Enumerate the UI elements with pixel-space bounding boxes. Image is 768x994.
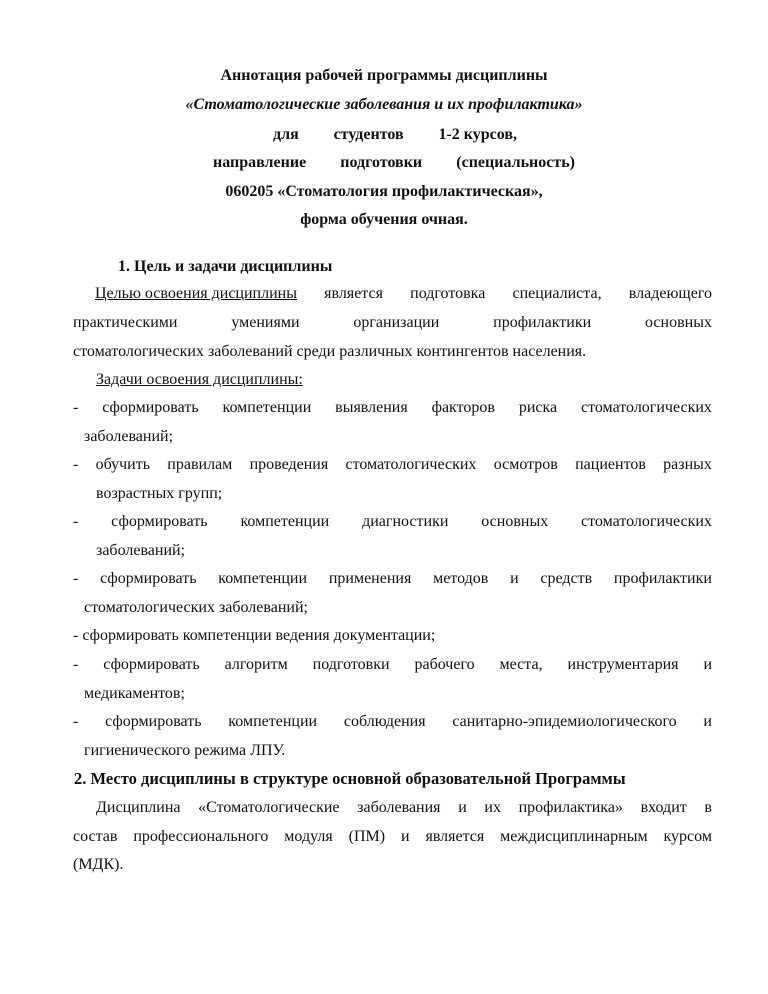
task-3-line-2: заболеваний; <box>96 542 186 559</box>
goal-line-1 <box>95 284 712 304</box>
word: обучить <box>95 456 151 473</box>
word: - <box>73 456 79 473</box>
word: подготовка <box>410 285 486 302</box>
word: проведения <box>249 456 329 473</box>
word: их <box>484 799 501 816</box>
word: компетенции <box>240 513 330 530</box>
task-1-line-1 <box>73 398 712 418</box>
specialty-line: 060205 «Стоматология профилактическая», <box>225 183 543 200</box>
word: инструментария <box>567 656 679 673</box>
word: входит <box>640 799 687 816</box>
word: компетенции <box>222 399 312 416</box>
word: основных <box>481 513 549 530</box>
task-6-line-1 <box>73 655 712 675</box>
section2-line-1 <box>96 798 712 818</box>
word: курсом <box>663 828 712 845</box>
word: рабочего <box>414 656 475 673</box>
word: соблюдения <box>343 713 426 730</box>
word: правилам <box>167 456 233 473</box>
word: сформировать <box>103 656 200 673</box>
task-6-line-2: медикаментов; <box>84 685 185 702</box>
word: риска <box>518 399 558 416</box>
word: направление <box>213 154 307 171</box>
word: профилактика» <box>518 799 623 816</box>
word: пациентов <box>575 456 646 473</box>
word: в <box>704 799 712 816</box>
word: профилактики <box>613 570 712 587</box>
word: - <box>73 399 79 416</box>
task-7-line-1 <box>73 712 712 732</box>
word: модуля <box>284 828 333 845</box>
word: подготовки <box>340 154 423 171</box>
students-line-words <box>273 125 517 145</box>
word: санитарно-эпидемиологического <box>452 713 677 730</box>
word: разных <box>663 456 712 473</box>
task-7-line-2: гигиенического режима ЛПУ. <box>84 742 286 759</box>
word: стоматологических <box>580 399 712 416</box>
annotation-title: Аннотация рабочей программы дисциплины <box>220 67 548 84</box>
word: является <box>425 828 485 845</box>
word: (ПМ) <box>348 828 386 845</box>
word: компетенции <box>218 570 308 587</box>
word: стоматологических <box>345 456 477 473</box>
study-form-line: форма обучения очная. <box>300 211 468 228</box>
word: Дисциплина <box>96 799 181 816</box>
word: 1-2 курсов, <box>438 126 517 143</box>
task-3-line-1 <box>73 512 712 532</box>
task-5-line-1: - сформировать компетенции ведения документации; <box>73 627 436 644</box>
section2-title: 2. Место дисциплины в структуре основной образовательной Программы <box>74 769 626 788</box>
word: стоматологических <box>581 513 712 530</box>
word: студентов <box>333 126 404 143</box>
task-4-line-1 <box>73 569 712 589</box>
task-2-line-2: возрастных групп; <box>96 485 223 502</box>
word: - <box>73 713 79 730</box>
section2-line-3: (МДК). <box>73 856 124 873</box>
task-1-line-2: заболеваний; <box>84 428 174 445</box>
word: практическими <box>73 314 178 331</box>
word: - <box>73 656 79 673</box>
word: и <box>703 656 712 673</box>
word: и <box>703 713 712 730</box>
word: диагностики <box>362 513 449 530</box>
word: сформировать <box>105 713 202 730</box>
word: междисциплинарным <box>500 828 648 845</box>
word: выявления <box>335 399 408 416</box>
word: - <box>73 513 79 530</box>
task-4-line-2: стоматологических заболеваний; <box>84 599 308 616</box>
word: места, <box>499 656 543 673</box>
direction-line-words <box>213 153 575 173</box>
word: осмотров <box>493 456 558 473</box>
word: и <box>400 828 410 845</box>
word: организации <box>353 314 440 331</box>
students-line <box>273 125 517 145</box>
word: применения <box>328 570 412 587</box>
word: и <box>458 799 467 816</box>
word: и <box>510 570 519 587</box>
word: является <box>324 285 383 302</box>
word: умениями <box>231 314 300 331</box>
word: специалиста, <box>512 285 602 302</box>
word: заболевания <box>357 799 441 816</box>
goal-underlined: Целью освоения дисциплины <box>95 285 297 302</box>
word: профилактики <box>493 314 592 331</box>
word: алгоритм <box>224 656 288 673</box>
goal-line-2 <box>73 313 712 333</box>
word: основных <box>645 314 712 331</box>
word: профессионального <box>133 828 269 845</box>
word: состав <box>73 828 118 845</box>
word: для <box>273 126 299 143</box>
word: сформировать <box>100 570 197 587</box>
section1-title: 1. Цель и задачи дисциплины <box>118 258 333 275</box>
word: факторов <box>431 399 495 416</box>
word: - <box>73 570 79 587</box>
word: (специальность) <box>456 154 575 171</box>
direction-line <box>213 153 575 173</box>
discipline-name: «Стоматологические заболевания и их профилактика» <box>185 96 583 113</box>
task-2-line-1 <box>73 455 712 475</box>
word: сформировать <box>102 399 199 416</box>
goal-line-3: стоматологических заболеваний среди различных контингентов населения. <box>73 343 587 360</box>
word: компетенции <box>228 713 318 730</box>
word: сформировать <box>111 513 208 530</box>
section2-line-2 <box>73 827 712 847</box>
word: владеющего <box>628 285 712 302</box>
word: «Стоматологические <box>198 799 340 816</box>
tasks-title: Задачи освоения дисциплины: <box>96 371 303 388</box>
word: подготовки <box>312 656 390 673</box>
word: средств <box>540 570 593 587</box>
word: методов <box>433 570 489 587</box>
